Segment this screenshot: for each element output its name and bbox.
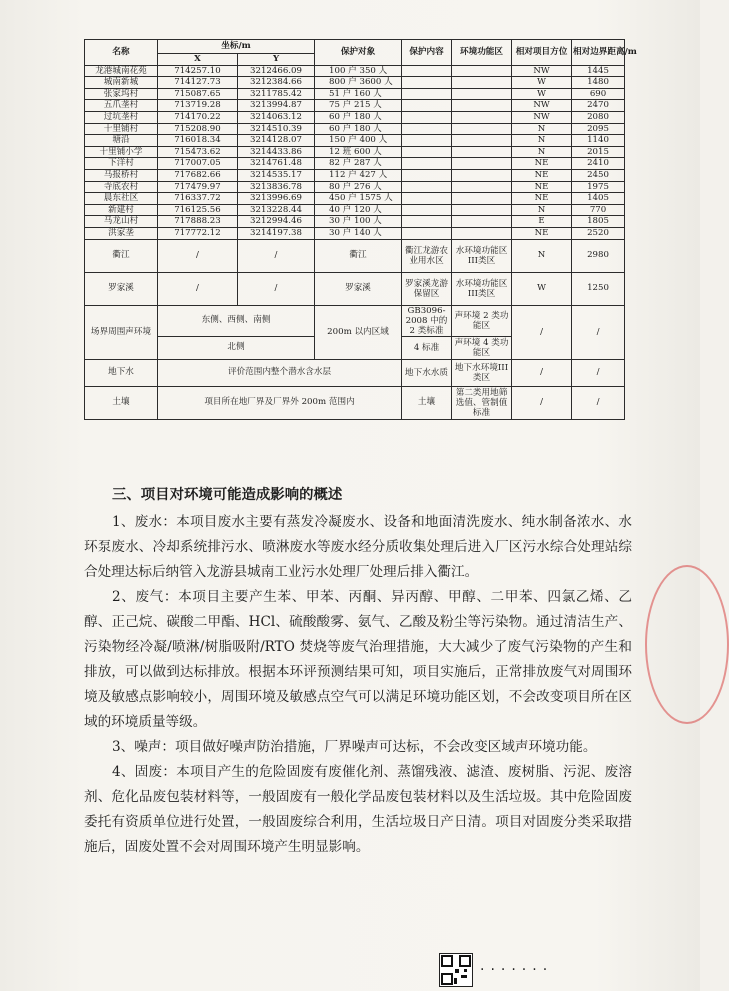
table-row (85, 216, 625, 228)
distance: 770 (572, 204, 625, 216)
qr-code-icon (439, 953, 473, 987)
coord-y: 3213996.69 (238, 193, 315, 205)
distance: / (572, 359, 625, 386)
coord-x: 715087.65 (158, 88, 238, 100)
protect-object: 30 户 140 人 (315, 227, 402, 239)
function-zone-blank (452, 123, 512, 135)
point-name: 晨东社区 (85, 193, 158, 205)
table-row (85, 100, 625, 112)
protect-object: 150 户 400 人 (315, 135, 402, 147)
protect-content-blank (402, 181, 452, 193)
table-row (85, 204, 625, 216)
header-name: 名称 (85, 40, 158, 66)
coord-x: / (158, 272, 238, 305)
function-zone-blank (452, 77, 512, 89)
distance: 2980 (572, 239, 625, 272)
protect-content-blank (402, 123, 452, 135)
header-x: X (158, 54, 238, 66)
distance: 1445 (572, 65, 625, 77)
protect-object: 100 户 350 人 (315, 65, 402, 77)
soil-range: 项目所在地厂界及厂界外 200m 范围内 (158, 386, 402, 419)
protect-content-blank (402, 65, 452, 77)
point-name: 马报桥村 (85, 169, 158, 181)
distance: 2410 (572, 158, 625, 170)
point-name: 十里铺小学 (85, 146, 158, 158)
direction: NE (512, 169, 572, 181)
distance: 2015 (572, 146, 625, 158)
protect-object: 30 户 100 人 (315, 216, 402, 228)
protect-object: 80 户 276 人 (315, 181, 402, 193)
protect-object: 112 户 427 人 (315, 169, 402, 181)
function-zone-blank (452, 158, 512, 170)
coord-x: 716125.56 (158, 204, 238, 216)
function-zone: 水环境功能区III类区 (452, 239, 512, 272)
point-name: 龙港城南花苑 (85, 65, 158, 77)
coord-x: 717888.23 (158, 216, 238, 228)
table-row (85, 169, 625, 181)
header-coord: 坐标/m (158, 40, 315, 54)
river-name: 衢江 (85, 239, 158, 272)
distance: 1480 (572, 77, 625, 89)
header-dist: 相对边界距离/m (572, 40, 625, 66)
direction: N (512, 146, 572, 158)
coord-x: 717007.05 (158, 158, 238, 170)
point-name: 过坑垄村 (85, 111, 158, 123)
table-row (85, 181, 625, 193)
protect-object: 40 户 120 人 (315, 204, 402, 216)
protect-object: 60 户 180 人 (315, 123, 402, 135)
distance: 2450 (572, 169, 625, 181)
noise-sides-east-west-south: 东侧、西侧、南侧 (158, 305, 315, 336)
point-name: 塘沿 (85, 135, 158, 147)
distance: 1140 (572, 135, 625, 147)
distance: 1250 (572, 272, 625, 305)
coord-y: 3214761.48 (238, 158, 315, 170)
function-zone-blank (452, 100, 512, 112)
direction: NE (512, 227, 572, 239)
distance: 2080 (572, 111, 625, 123)
function-zone-blank (452, 181, 512, 193)
point-name: 十里铺村 (85, 123, 158, 135)
protect-content-blank (402, 100, 452, 112)
groundwater-range: 评价范围内整个潜水含水层 (158, 359, 402, 386)
distance: 2095 (572, 123, 625, 135)
coord-y: 3211785.42 (238, 88, 315, 100)
protect-content-blank (402, 158, 452, 170)
protect-content-blank (402, 193, 452, 205)
table-row (85, 158, 625, 170)
table-row (85, 146, 625, 158)
coord-x: 715208.90 (158, 123, 238, 135)
direction: N (512, 204, 572, 216)
table-row (85, 111, 625, 123)
table-row (85, 193, 625, 205)
table-row (85, 386, 625, 419)
coord-y: 3213994.87 (238, 100, 315, 112)
protect-content: 罗家溪龙游保留区 (402, 272, 452, 305)
header-protect: 保护对象 (315, 40, 402, 66)
noise-sides-north: 北侧 (158, 336, 315, 359)
function-zone-blank (452, 146, 512, 158)
coord-y: 3212994.46 (238, 216, 315, 228)
protect-content-blank (402, 204, 452, 216)
direction: W (512, 77, 572, 89)
header-dir: 相对项目方位 (512, 40, 572, 66)
distance: 1805 (572, 216, 625, 228)
point-name: 洪家垄 (85, 227, 158, 239)
function-zone-blank (452, 111, 512, 123)
coord-y: 3214535.17 (238, 169, 315, 181)
coord-x: 714257.10 (158, 65, 238, 77)
direction: N (512, 135, 572, 147)
coord-y: 3213836.78 (238, 181, 315, 193)
section-title: 三、项目对环境可能造成影响的概述 (112, 486, 343, 503)
protect-content: 衢江龙游农业用水区 (402, 239, 452, 272)
distance: 1975 (572, 181, 625, 193)
paragraph-waste-gas: 2、废气：本项目主要产生苯、甲苯、丙酮、异丙醇、甲醇、二甲苯、四氯乙烯、乙醇、正己烷、碳酸二甲酯、HCl、硫酸酸雾、氨气、乙酸及粉尘等污染物。通过清洁生产、污染物经冷凝/喷淋/树脂吸附/RTO 焚烧等废气治理措施，大大减少了废气污染物的产生和排放，可以做到达标排放。根据本环评预测结果可知，项目实施后，正常排放废气对周围环境及敏感点影响较小，周围环境及敏感点空气可以满足环境功能区划，不会改变项目所在区域的环境质量等级。 (84, 589, 632, 730)
noise-name: 场界周围声环境 (85, 305, 158, 359)
table-row (85, 123, 625, 135)
point-name: 下洋村 (85, 158, 158, 170)
coord-y: 3214128.07 (238, 135, 315, 147)
dot-separator: ······· (480, 962, 554, 978)
function-zone-blank (452, 227, 512, 239)
distance: 1405 (572, 193, 625, 205)
red-seal-stamp (645, 565, 729, 724)
direction: N (512, 123, 572, 135)
direction: NE (512, 181, 572, 193)
coord-x: 713719.28 (158, 100, 238, 112)
direction: N (512, 239, 572, 272)
protect-content: 4 标准 (402, 336, 452, 359)
function-zone-blank (452, 193, 512, 205)
coord-x: 714127.73 (158, 77, 238, 89)
protect-content-blank (402, 77, 452, 89)
protect-object: 12 班 600 人 (315, 146, 402, 158)
protect-content-blank (402, 227, 452, 239)
protect-content-blank (402, 169, 452, 181)
function-zone-blank (452, 135, 512, 147)
soil-name: 土壤 (85, 386, 158, 419)
coord-x: 717479.97 (158, 181, 238, 193)
point-name: 五爪垄村 (85, 100, 158, 112)
coord-x: 717772.12 (158, 227, 238, 239)
coord-y: 3213228.44 (238, 204, 315, 216)
protect-content: 地下水水质 (402, 359, 452, 386)
header-func: 环境功能区 (452, 40, 512, 66)
protect-object: 450 户 1575 人 (315, 193, 402, 205)
protect-object: 82 户 287 人 (315, 158, 402, 170)
direction: E (512, 216, 572, 228)
protect-content-blank (402, 216, 452, 228)
impact-summary (84, 482, 632, 860)
river-name: 罗家溪 (85, 272, 158, 305)
direction: W (512, 272, 572, 305)
header-content: 保护内容 (402, 40, 452, 66)
distance: / (572, 305, 625, 359)
protect-object: 60 户 180 人 (315, 111, 402, 123)
protect-content: GB3096-2008 中的 2 类标准 (402, 305, 452, 336)
function-zone-blank (452, 65, 512, 77)
protect-object: 75 户 215 人 (315, 100, 402, 112)
coord-x: 716018.34 (158, 135, 238, 147)
point-name: 新建村 (85, 204, 158, 216)
function-zone: 第二类用地筛选值、管制值标准 (452, 386, 512, 419)
protect-object: 200m 以内区域 (315, 305, 402, 359)
coord-y: 3212384.66 (238, 77, 315, 89)
function-zone: 声环境 4 类功能区 (452, 336, 512, 359)
coord-y: / (238, 239, 315, 272)
coord-y: 3214197.38 (238, 227, 315, 239)
paragraph-wastewater: 1、废水：本项目废水主要有蒸发冷凝废水、设备和地面清洗废水、纯水制备浓水、水环泵废水、冷却系统排污水、喷淋废水等废水经分质收集处理后进入厂区污水综合处理站综合处理达标后纳管入龙游县城南工业污水处理厂处理后排入衢江。 (84, 514, 632, 580)
protection-targets-table (84, 39, 637, 420)
direction: / (512, 305, 572, 359)
coord-y: 3214433.86 (238, 146, 315, 158)
header-y: Y (238, 54, 315, 66)
coord-x: 714170.22 (158, 111, 238, 123)
function-zone: 地下水环境III类区 (452, 359, 512, 386)
distance: 2470 (572, 100, 625, 112)
table-row (85, 359, 625, 386)
paragraph-noise: 3、噪声：项目做好噪声防治措施，厂界噪声可达标，不会改变区域声环境功能。 (112, 739, 597, 755)
coord-y: / (238, 272, 315, 305)
protect-object: 衢江 (315, 239, 402, 272)
protect-object: 51 户 160 人 (315, 88, 402, 100)
function-zone: 声环境 2 类功能区 (452, 305, 512, 336)
protect-content-blank (402, 146, 452, 158)
point-name: 城南新城 (85, 77, 158, 89)
point-name: 马龙山村 (85, 216, 158, 228)
groundwater-name: 地下水 (85, 359, 158, 386)
protect-content: 土壤 (402, 386, 452, 419)
protect-content-blank (402, 88, 452, 100)
distance: / (572, 386, 625, 419)
function-zone: 水环境功能区III类区 (452, 272, 512, 305)
table-row (85, 65, 625, 77)
coord-y: 3212466.09 (238, 65, 315, 77)
distance: 690 (572, 88, 625, 100)
protect-object: 800 户 3600 人 (315, 77, 402, 89)
table-row (85, 135, 625, 147)
direction: NW (512, 100, 572, 112)
coord-x: 715473.62 (158, 146, 238, 158)
coord-y: 3214510.39 (238, 123, 315, 135)
table-row (85, 272, 625, 305)
coord-x: 716337.72 (158, 193, 238, 205)
direction: NW (512, 111, 572, 123)
coord-x: / (158, 239, 238, 272)
direction: NE (512, 158, 572, 170)
distance: 2520 (572, 227, 625, 239)
direction: NW (512, 65, 572, 77)
protect-content-blank (402, 135, 452, 147)
coord-x: 717682.66 (158, 169, 238, 181)
paragraph-solid-waste: 4、固废：本项目产生的危险固废有废催化剂、蒸馏残液、滤渣、废树脂、污泥、废溶剂、危化品废包装材料等，一般固废有一般化学品废包装材料以及生活垃圾。其中危险固废委托有资质单位进行处置，一般固废综合利用，生活垃圾日产日清。项目对固废分类采取措施后，固废处置不会对周围环境产生明显影响。 (84, 764, 632, 855)
point-name: 张家坞村 (85, 88, 158, 100)
protect-content-blank (402, 111, 452, 123)
protect-object: 罗家溪 (315, 272, 402, 305)
table-row (85, 305, 625, 336)
table-row (85, 239, 625, 272)
function-zone-blank (452, 169, 512, 181)
function-zone-blank (452, 216, 512, 228)
direction: / (512, 359, 572, 386)
point-name: 寺底农村 (85, 181, 158, 193)
coord-y: 3214063.12 (238, 111, 315, 123)
direction: / (512, 386, 572, 419)
function-zone-blank (452, 88, 512, 100)
direction: W (512, 88, 572, 100)
table-row (85, 77, 625, 89)
table-row (85, 227, 625, 239)
direction: NE (512, 193, 572, 205)
table-row (85, 88, 625, 100)
function-zone-blank (452, 204, 512, 216)
